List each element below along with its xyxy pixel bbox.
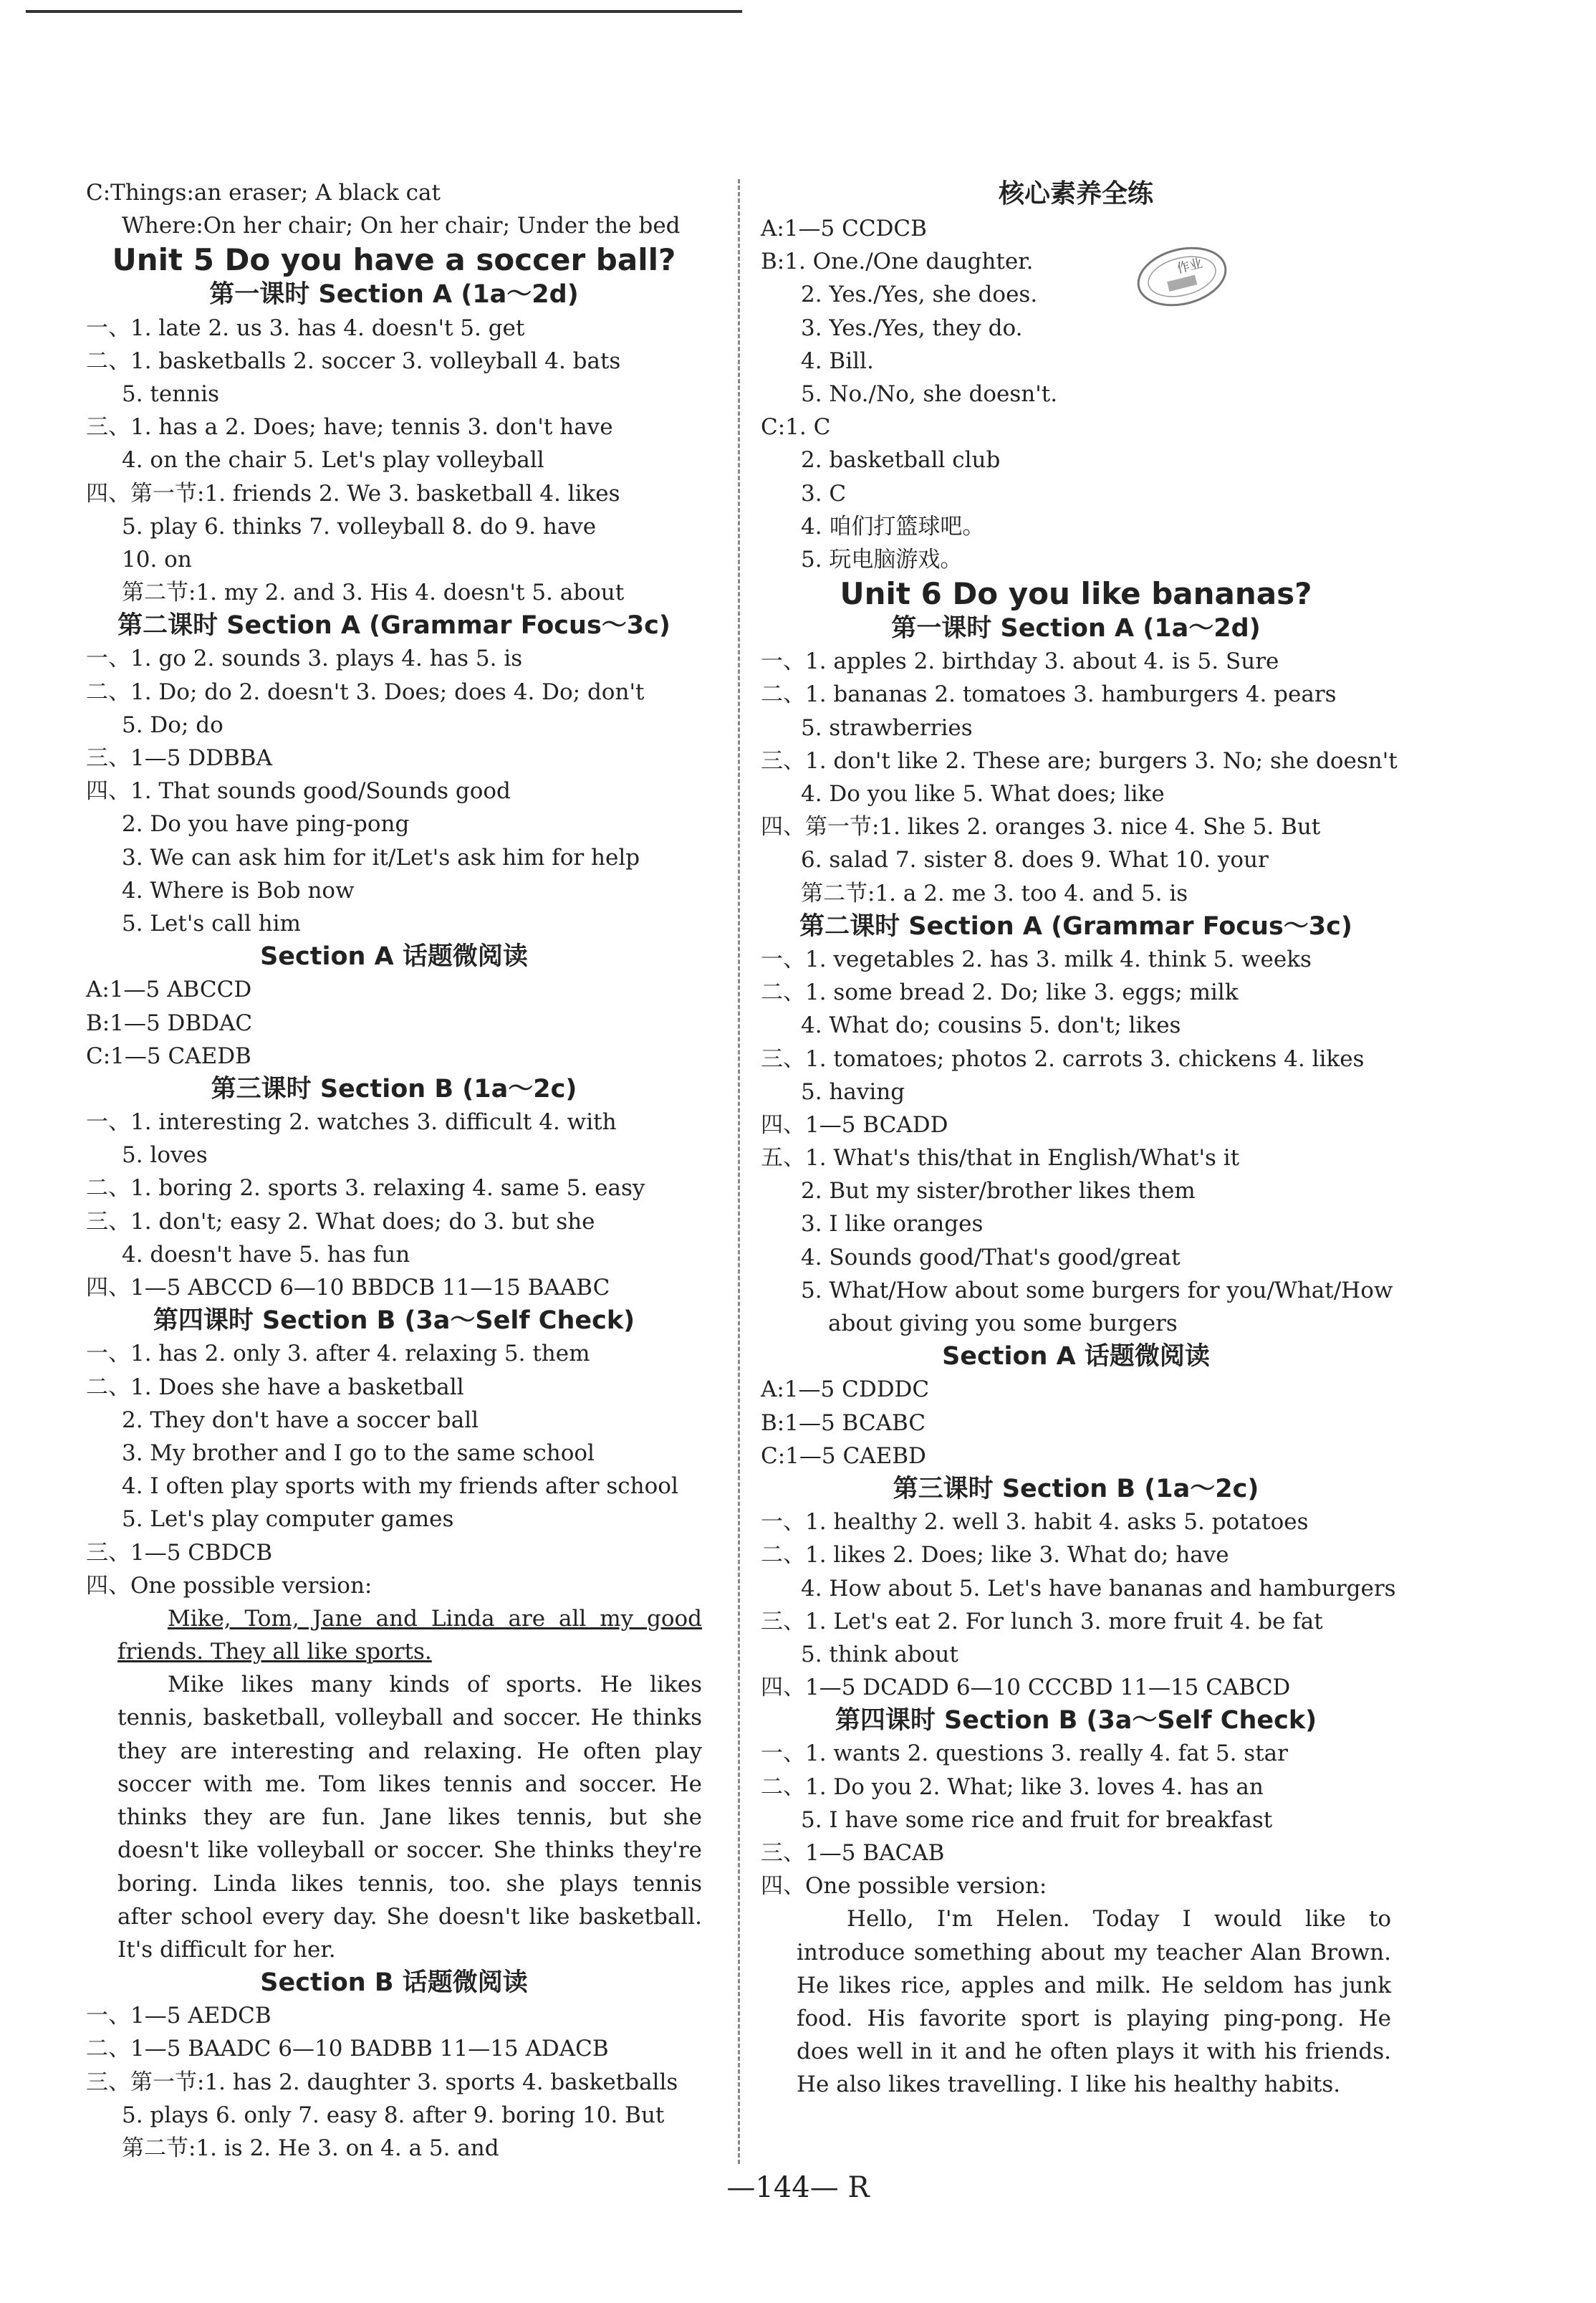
answer-line: 5. plays 6. only 7. easy 8. after 9. boring 10. But	[122, 2102, 665, 2128]
answer-line: 5. having	[801, 1078, 905, 1105]
answer-line: 四、1—5 ABCCD 6—10 BBDCB 11—15 BAABC	[86, 1275, 610, 1301]
answer-line: 4. What do; cousins 5. don't; likes	[801, 1012, 1181, 1039]
intro-line: C:Things:an eraser; A black cat	[86, 180, 441, 206]
answer-line: 2. Yes./Yes, she does.	[801, 282, 1038, 308]
lesson-title: 第一课时 Section A (1a～2d)	[209, 280, 579, 310]
answer-line: 2. Do you have ping-pong	[122, 811, 410, 838]
answer-line: 三、1—5 BACAB	[761, 1840, 945, 1866]
answer-line: 四、One possible version:	[86, 1572, 372, 1599]
answer-line: 4. doesn't have 5. has fun	[122, 1241, 410, 1268]
lesson-title: 第四课时 Section B (3a～Self Check)	[153, 1306, 635, 1336]
answer-line: 一、1. late 2. us 3. has 4. doesn't 5. get	[86, 315, 525, 341]
column-divider	[738, 179, 740, 2164]
lesson-title: 第三课时 Section B (1a～2c)	[893, 1474, 1259, 1503]
stamp-label: 作业	[1175, 255, 1204, 277]
essay-text: Mike likes many kinds of sports. He likes tennis, basketball, volleyball and soccer. He thinks they are interesting and relaxing. He often play soccer with me. Tom likes tennis and soccer. He thinks they are fun. Jane likes tennis, but she doesn't like volleyball or soccer. She thinks they're boring. Linda likes tennis, too. she plays tennis after school every day. She doesn't like basketball. It's difficult for her.	[117, 1672, 702, 1963]
page-footer: —144— R	[726, 2171, 870, 2204]
lesson-title: 第二课时 Section A (Grammar Focus～3c)	[799, 911, 1352, 941]
answer-line: 三、1. tomatoes; photos 2. carrots 3. chickens 4. likes	[761, 1045, 1365, 1072]
answer-line: 二、1. Do; do 2. doesn't 3. Does; does 4. Do; don't	[86, 679, 645, 705]
answer-line: 2. basketball club	[801, 447, 1001, 474]
answer-line: C:1—5 CAEBD	[761, 1442, 926, 1469]
answer-line: A:1—5 ABCCD	[86, 977, 252, 1003]
answer-line: B:1. One./One daughter.	[761, 249, 1034, 275]
answer-line: 四、1—5 DCADD 6—10 CCCBD 11—15 CABCD	[761, 1675, 1291, 1701]
answer-line: 5. Do; do	[122, 712, 223, 738]
answer-line: A:1—5 CCDCB	[761, 216, 927, 241]
essay-text: Hello, I'm Helen. Today I would like to introduce something about my teacher Alan Brown. He likes rice, apples and milk. He seldom has junk food. His favorite sport is playing ping-pong. He does well in it and he often plays it with his friends. He also likes travelling. I like his healthy habits.	[797, 1906, 1391, 2098]
answer-line: 5. Let's call him	[122, 910, 301, 937]
answer-line: C:1. C	[761, 414, 831, 441]
answer-line: 二、1. some bread 2. Do; like 3. eggs; milk	[761, 980, 1239, 1006]
answer-line: 4. Bill.	[801, 348, 874, 374]
answer-line: 4. 咱们打篮球吧。	[801, 513, 985, 540]
answer-line: 三、1. don't like 2. These are; burgers 3. No; she doesn't	[761, 747, 1398, 774]
answer-line: 一、1. has 2. only 3. after 4. relaxing 5. them	[86, 1341, 590, 1367]
answer-line: 一、1. wants 2. questions 3. really 4. fat 5. star	[761, 1741, 1288, 1767]
answer-line: 四、One possible version:	[761, 1873, 1047, 1900]
answer-line: 二、1. bananas 2. tomatoes 3. hamburgers 4. pears	[761, 681, 1337, 708]
unit-title: Unit 6 Do you like bananas?	[840, 576, 1312, 612]
answer-line: 4. Where is Bob now	[122, 877, 355, 904]
answer-line: 5. I have some rice and fruit for breakfast	[801, 1806, 1273, 1833]
reading-title: Section A 话题微阅读	[942, 1342, 1210, 1371]
answer-line: 5. No./No, she doesn't.	[801, 380, 1058, 407]
answer-line: 一、1. apples 2. birthday 3. about 4. is 5. Sure	[761, 648, 1279, 675]
lesson-title: 第四课时 Section B (3a～Self Check)	[835, 1706, 1317, 1735]
answer-line: 四、第一节:1. likes 2. oranges 3. nice 4. She 5. But	[761, 814, 1321, 841]
answer-line: 6. salad 7. sister 8. does 9. What 10. your	[801, 847, 1269, 873]
answer-line: 一、1. interesting 2. watches 3. difficult 4. with	[86, 1109, 617, 1136]
left-column	[86, 176, 702, 2165]
answer-line: 一、1. go 2. sounds 3. plays 4. has 5. is	[86, 646, 523, 672]
answer-line: 二、1. Do you 2. What; like 3. loves 4. has an	[761, 1773, 1264, 1800]
answer-line: B:1—5 DBDAC	[86, 1010, 253, 1036]
answer-line: 一、1. vegetables 2. has 3. milk 4. think 5. weeks	[761, 946, 1312, 972]
answer-line: B:1—5 BCABC	[761, 1409, 926, 1436]
answer-line: 5. loves	[122, 1142, 208, 1169]
essay-paragraph	[86, 1602, 702, 1966]
answer-line: 四、第一节:1. friends 2. We 3. basketball 4. likes	[86, 480, 620, 507]
answer-line: 三、1—5 DDBBA	[86, 745, 272, 771]
answer-line: 4. on the chair 5. Let's play volleyball	[122, 447, 544, 474]
answer-line: 二、1—5 BAADC 6—10 BADBB 11—15 ADACB	[86, 2036, 609, 2062]
answer-line: 4. Do you like 5. What does; like	[801, 781, 1165, 807]
answer-line: 四、1. That sounds good/Sounds good	[86, 778, 511, 805]
intro-line: Where:On her chair; On her chair; Under the bed	[122, 213, 681, 239]
essay-underlined: Mike, Tom, Jane and Linda are all my good friends. They all like sports.	[117, 1605, 702, 1665]
answer-line: 四、1—5 BCADD	[761, 1111, 948, 1138]
lesson-title: 第三课时 Section B (1a～2c)	[211, 1074, 577, 1103]
answer-line: 4. I often play sports with my friends after school	[122, 1473, 678, 1500]
answer-line: 2. But my sister/brother likes them	[801, 1178, 1196, 1205]
reading-title: Section B 话题微阅读	[260, 1968, 528, 1998]
answer-line: 第二节:1. a 2. me 3. too 4. and 5. is	[801, 880, 1188, 906]
answer-line: 4. How about 5. Let's have bananas and hamburgers	[801, 1575, 1396, 1601]
answer-line: 三、1. has a 2. Does; have; tennis 3. don't have	[86, 414, 613, 441]
answer-line: 第二节:1. my 2. and 3. His 4. doesn't 5. about	[122, 580, 625, 606]
answer-line: A:1—5 CDDDC	[761, 1376, 930, 1403]
answer-line: 一、1—5 AEDCB	[86, 2003, 271, 2029]
answer-line: 五、1. What's this/that in English/What's it	[761, 1145, 1240, 1172]
answer-line: 二、1. likes 2. Does; like 3. What do; have	[761, 1542, 1229, 1569]
reading-title: Section A 话题微阅读	[260, 942, 528, 972]
essay-paragraph	[761, 1902, 1391, 2101]
stamp-icon	[1132, 241, 1232, 312]
answer-line: 3. We can ask him for it/Let's ask him for help	[122, 844, 640, 871]
answer-line: 4. Sounds good/That's good/great	[801, 1244, 1181, 1270]
answer-line: 二、1. basketballs 2. soccer 3. volleyball 4. bats	[86, 348, 621, 374]
answer-line: 一、1. healthy 2. well 3. habit 4. asks 5. potatoes	[761, 1509, 1309, 1536]
answer-line: about giving you some burgers	[828, 1311, 1178, 1336]
core-title: 核心素养全练	[998, 179, 1153, 209]
answer-line: 5. Let's play computer games	[122, 1506, 454, 1533]
answer-line: 二、1. boring 2. sports 3. relaxing 4. same 5. easy	[86, 1175, 645, 1202]
answer-line: 3. Yes./Yes, they do.	[801, 315, 1023, 341]
right-column	[761, 176, 1398, 2102]
answer-line: 5. play 6. thinks 7. volleyball 8. do 9. have	[122, 513, 597, 540]
answer-line: 5. think about	[801, 1641, 958, 1667]
answer-line: 3. My brother and I go to the same school	[122, 1440, 595, 1466]
answer-line: 5. What/How about some burgers for you/What/How	[801, 1277, 1393, 1303]
top-rule	[26, 10, 742, 13]
answer-line: 3. I like oranges	[801, 1211, 984, 1237]
answer-line: 三、1. don't; easy 2. What does; do 3. but she	[86, 1208, 595, 1235]
lesson-title: 第一课时 Section A (1a～2d)	[891, 614, 1261, 643]
answer-line: 第二节:1. is 2. He 3. on 4. a 5. and	[122, 2135, 499, 2162]
answer-line: 三、第一节:1. has 2. daughter 3. sports 4. basketballs	[86, 2069, 678, 2095]
unit-title: Unit 5 Do you have a soccer ball?	[112, 242, 676, 278]
answer-line: 三、1—5 CBDCB	[86, 1539, 273, 1566]
answer-line: C:1—5 CAEDB	[86, 1043, 251, 1069]
lesson-title: 第二课时 Section A (Grammar Focus～3c)	[117, 611, 670, 641]
answer-line: 5. strawberries	[801, 714, 973, 741]
answer-line: 5. tennis	[122, 380, 219, 407]
answer-line: 二、1. Does she have a basketball	[86, 1374, 464, 1400]
answer-line: 5. 玩电脑游戏。	[801, 546, 963, 573]
answer-line: 3. C	[801, 480, 847, 507]
answer-line: 三、1. Let's eat 2. For lunch 3. more fruit 4. be fat	[761, 1608, 1323, 1634]
answer-line: 10. on	[122, 546, 192, 573]
answer-line: 2. They don't have a soccer ball	[122, 1407, 479, 1433]
